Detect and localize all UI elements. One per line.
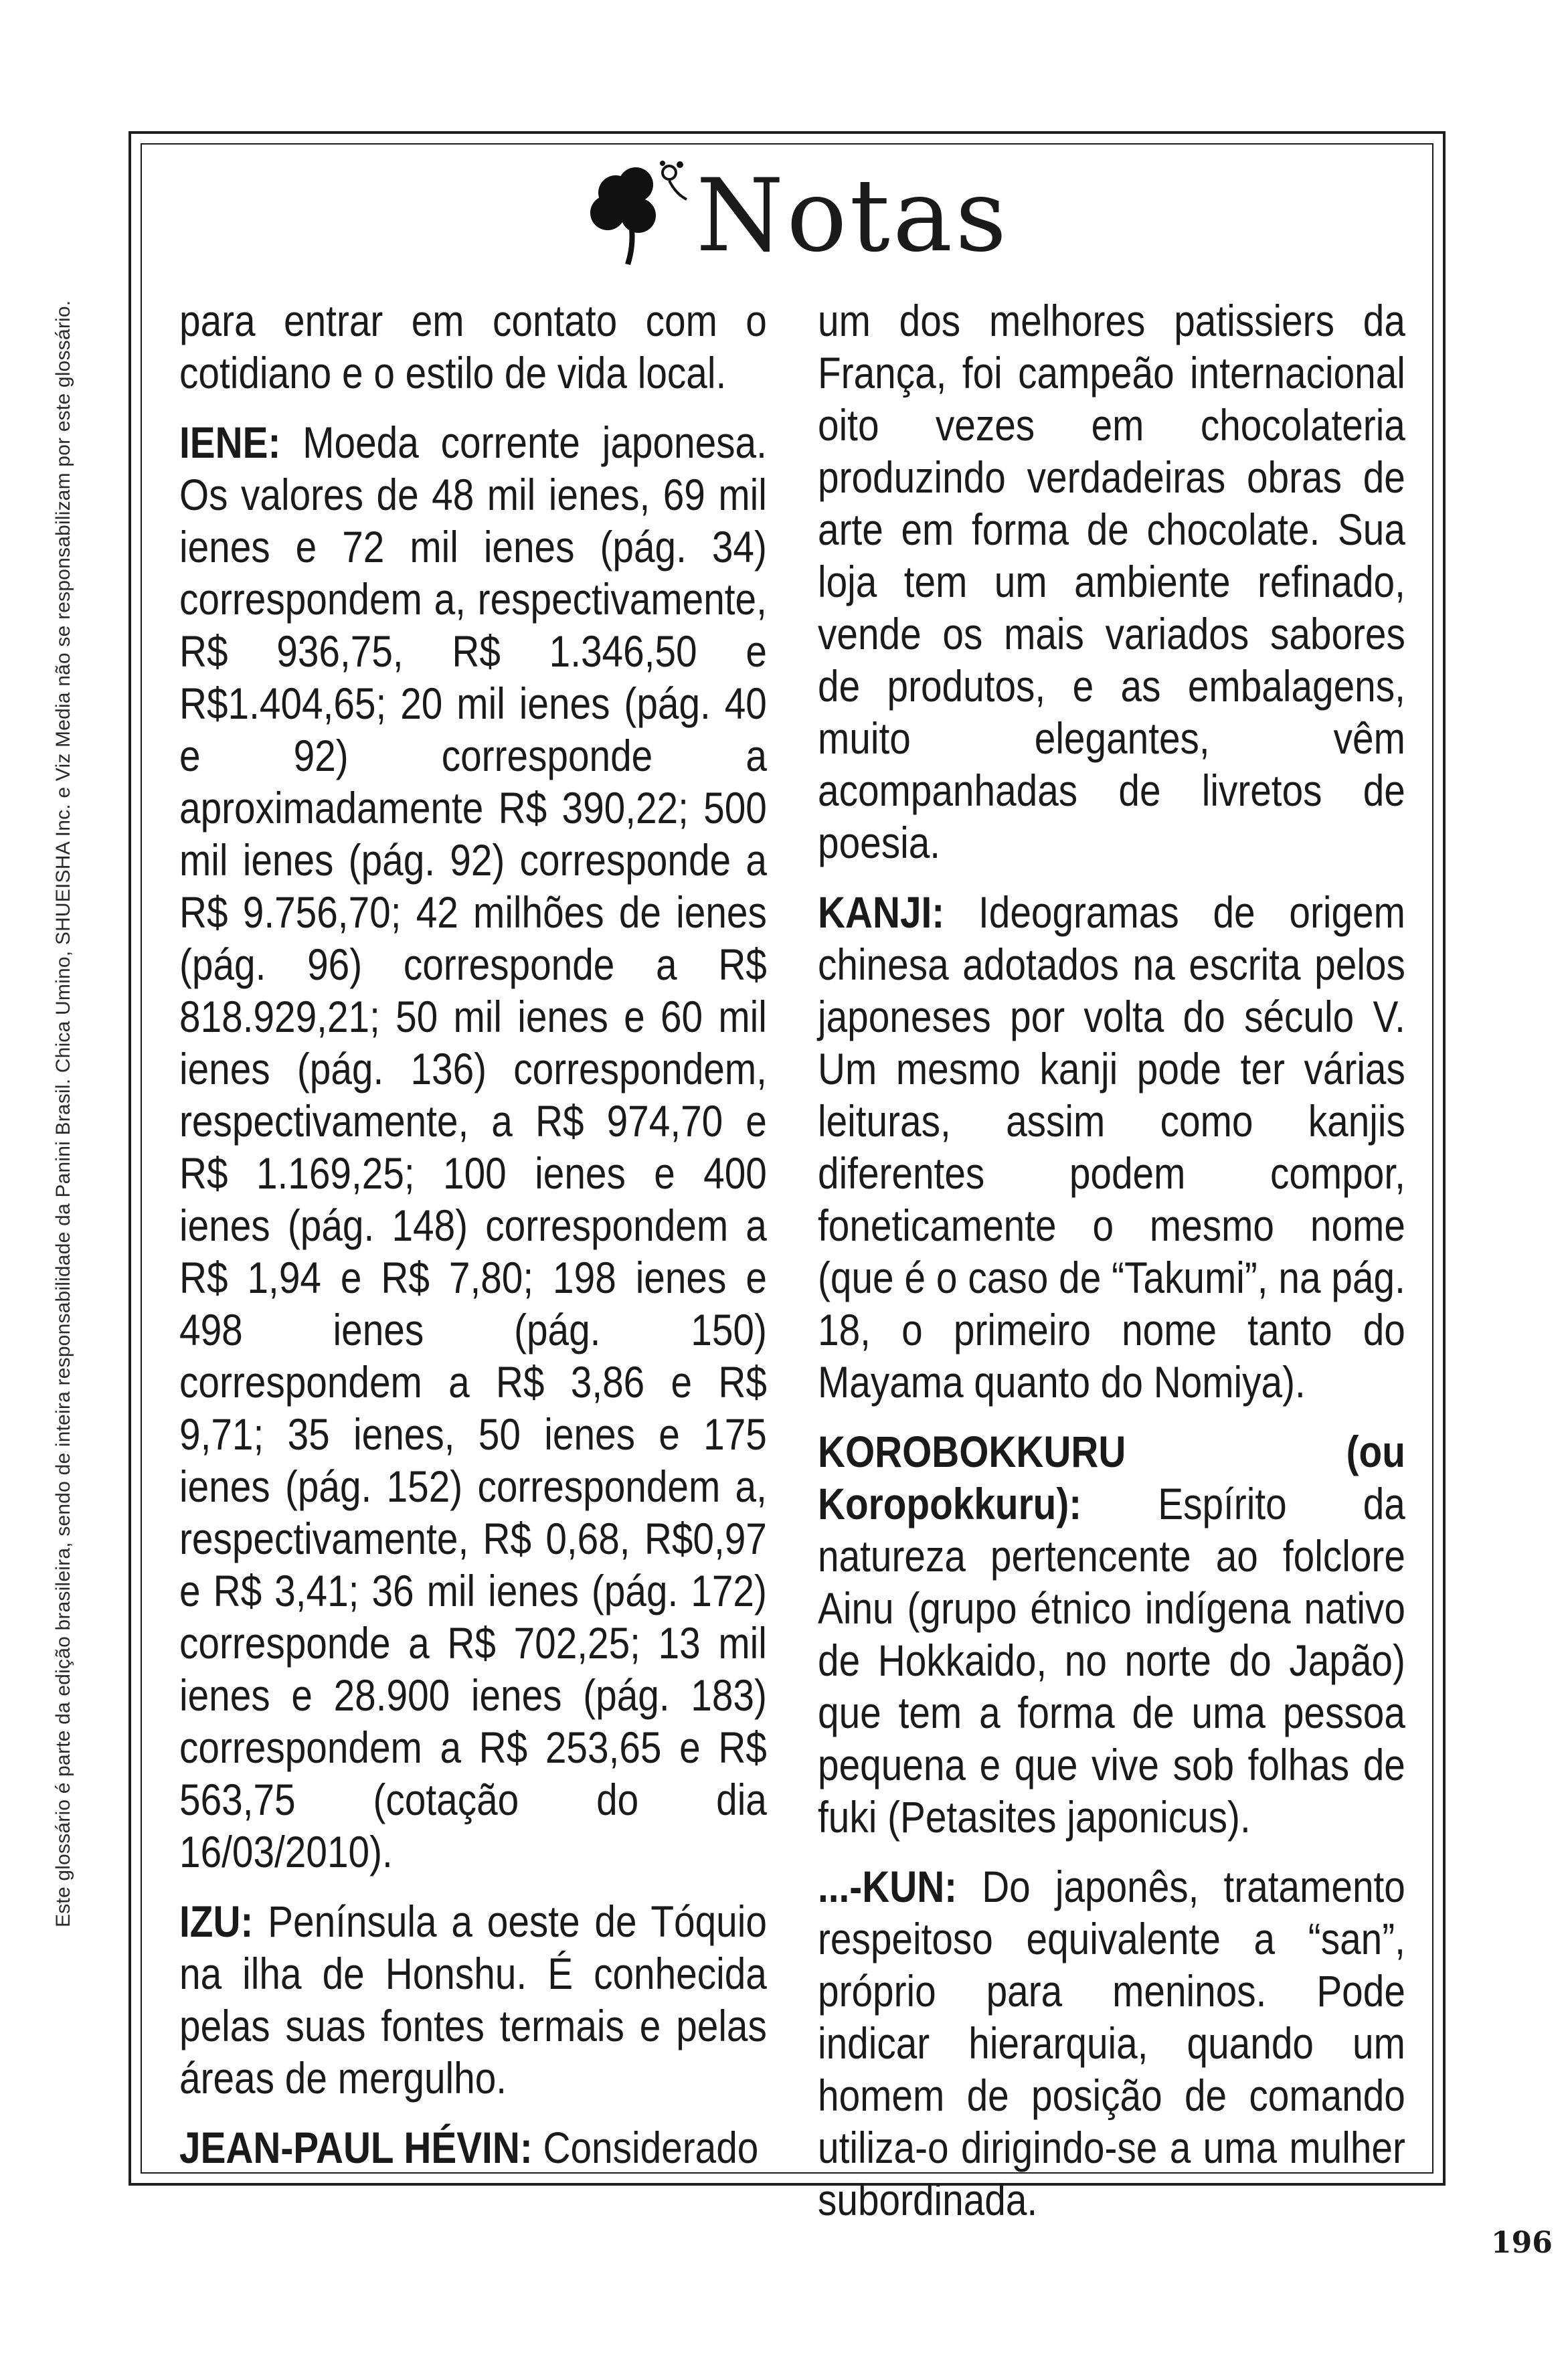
glossary-definition: para entrar em contato com o cotidiano e o estilo de vida local. bbox=[179, 296, 767, 398]
glossary-entry bbox=[179, 2121, 767, 2174]
four-leaf-clover-icon bbox=[569, 146, 696, 273]
glossary-entry bbox=[818, 1425, 1405, 1843]
glossary-definition: Moeda corrente japonesa. Os valores de 48 mil ienes, 69 mil ienes e 72 mil ienes (pág. 34) correspondem a, respectivamente, R$ 936,75, R$ 1.346,50 e R$1.404,65; 20 mil ienes (pág. 40 e 92) corresponde a aproximadamente R$ 390,22; 500 mil ienes (pág. 92) corresponde a R$ 9.756,70; 42 milhões de ienes (pág. 96) corresponde a R$ 818.929,21; 50 mil ienes e 60 mil ienes (pág. 136) correspondem, respectivamente, a R$ 974,70 e R$ 1.169,25; 100 ienes e 400 ienes (pág. 148) correspondem a R$ 1,94 e R$ 7,80; 198 ienes e 498 ienes (pág. 150) correspondem a R$ 3,86 e R$ 9,71; 35 ienes, 50 ienes e 175 ienes (pág. 152) correspondem a, respectivamente, R$ 0,68, R$0,97 e R$ 3,41; 36 mil ienes (pág. 172) corresponde a R$ 702,25; 13 mil ienes e 28.900 ienes (pág. 183) correspondem a R$ 253,65 e R$ 563,75 (cotação do dia 16/03/2010). bbox=[179, 418, 767, 1876]
page-number: 196 bbox=[1491, 2226, 1553, 2260]
glossary-term: KOROBOKKURU (ou Koropokkuru): bbox=[818, 1427, 1405, 1528]
glossary-definition: Do japonês, tratamento respeitoso equivalente a “san”, próprio para meninos. Pode indicar hierarquia, quando um homem de posição de comando utiliza-o dirigindo-se a uma mulher subordinada. bbox=[818, 1862, 1405, 2224]
page-title: Notas bbox=[696, 158, 1010, 274]
glossary-entry bbox=[179, 1895, 767, 2104]
glossary-definition: Espírito da natureza pertencente ao folclore Ainu (grupo étnico indígena nativo de Hokkaido, no norte do Japão) que tem a forma de uma pessoa pequena e que vive sob folhas de fuki (Petasites japonicus). bbox=[818, 1479, 1405, 1842]
glossary-definition: um dos melhores patissiers da França, foi campeão internacional oito vezes em chocolateria produzindo verdadeiras obras de arte em forma de chocolate. Sua loja tem um ambiente refinado, vende os mais variados sabores de produtos, e as embalagens, muito elegantes, vêm acompanhadas de livretos de poesia. bbox=[818, 296, 1405, 867]
glossary-column-left bbox=[179, 294, 768, 2191]
side-disclaimer: Este glossário é parte da edição brasileira, sendo de inteira responsabilidade da Panini Brasil. Chica Umino, SHUEISHA Inc. e Viz Media não se responsabilizam por este glossário. bbox=[52, 300, 74, 1927]
glossary-term: JEAN-PAUL HÉVIN: bbox=[179, 2123, 533, 2172]
glossary-entry bbox=[818, 1860, 1405, 2226]
glossary-term: IZU: bbox=[179, 1897, 254, 1946]
glossary-definition: Considerado bbox=[532, 2123, 759, 2172]
glossary-term: KANJI: bbox=[818, 887, 945, 937]
glossary-entry bbox=[179, 294, 767, 399]
glossary-entry bbox=[179, 416, 767, 1878]
page-header bbox=[569, 146, 1037, 280]
glossary-term: IENE: bbox=[179, 418, 281, 467]
glossary-term: ...-KUN: bbox=[818, 1862, 958, 1911]
glossary-definition: Ideogramas de origem chinesa adotados na escrita pelos japoneses por volta do século V. Um mesmo kanji pode ter várias leituras, assim como kanjis diferentes podem compor, foneticamente o mesmo nome (que é o caso de “Takumi”, na pág. 18, o primeiro nome tanto do Mayama quanto do Nomiya). bbox=[818, 887, 1405, 1407]
glossary-entry bbox=[818, 294, 1405, 869]
glossary-definition: Península a oeste de Tóquio na ilha de Honshu. É conhecida pelas suas fontes termais e pelas áreas de mergulho. bbox=[179, 1897, 767, 2103]
glossary-column-right bbox=[818, 294, 1407, 2243]
glossary-entry bbox=[818, 886, 1405, 1408]
